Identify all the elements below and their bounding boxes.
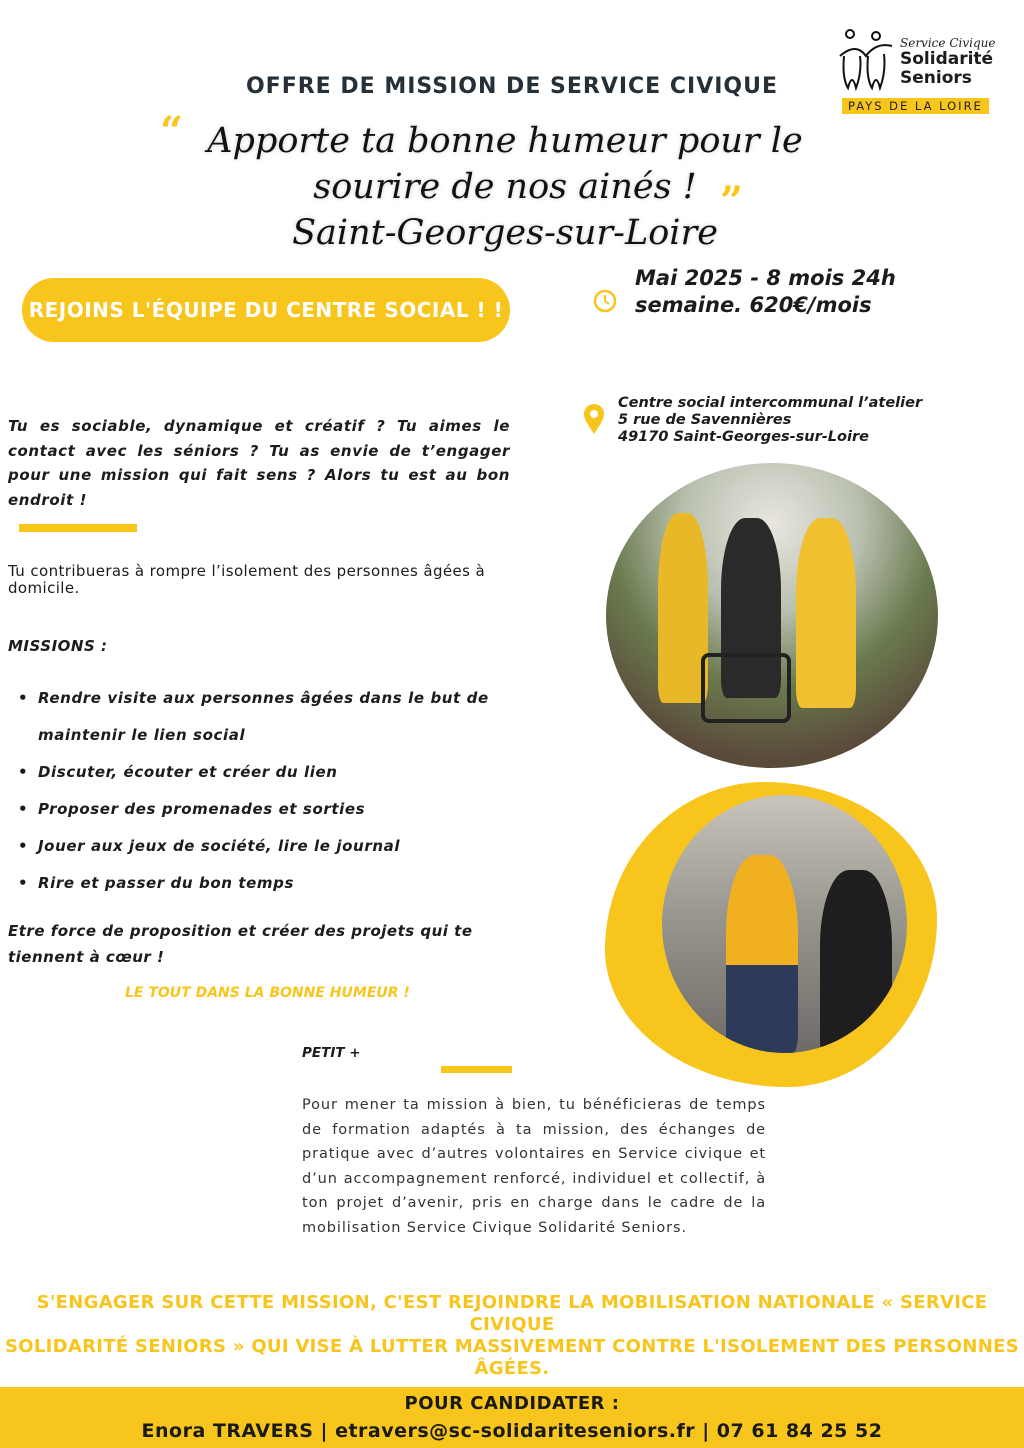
apply-contact[interactable]: Enora TRAVERS | etravers@sc-solidariteseniors.fr | 07 61 84 25 52 xyxy=(141,1420,883,1442)
address-line-2: 5 rue de Savennières xyxy=(618,412,792,428)
logo-seniors: Seniors xyxy=(900,68,972,88)
logo-region: PAYS DE LA LOIRE xyxy=(842,98,989,114)
schedule xyxy=(635,265,896,319)
logo-text-service-civique: Service Civique xyxy=(900,36,996,50)
apply-footer xyxy=(0,1387,1024,1448)
location-pin-icon xyxy=(583,403,605,435)
engagement-line-1: S'ENGAGER SUR CETTE MISSION, C'EST REJOINDRE LA MOBILISATION NATIONALE « SERVICE CIVIQUE xyxy=(36,1292,988,1335)
divider xyxy=(441,1066,512,1073)
divider xyxy=(19,524,137,532)
title-line-2: sourire de nos ainés ! xyxy=(313,167,697,207)
address-line-3: 49170 Saint-Georges-sur-Loire xyxy=(618,429,869,445)
join-team-banner: REJOINS L'ÉQUIPE DU CENTRE SOCIAL ! ! xyxy=(22,278,510,342)
address-line-1: Centre social intercommunal l’atelier xyxy=(618,395,923,411)
title-line-3: Saint-Georges-sur-Loire xyxy=(292,213,718,253)
missions-list xyxy=(18,680,518,902)
contribution-text: Tu contribueras à rompre l’isolement des personnes âgées à domicile. xyxy=(8,562,486,597)
open-quote: “ xyxy=(160,108,184,155)
apply-title: POUR CANDIDATER : xyxy=(404,1393,620,1414)
intro-text: Tu es sociable, dynamique et créatif ? Tu aimes le contact avec les séniors ? Tu as envie de t’engager pour une mission qui fait sens ? Alors tu est au bon endroit ! xyxy=(8,417,510,509)
photo-volunteer-with-senior xyxy=(662,795,907,1053)
mission-item: • Rendre visite aux personnes âgées dans le but de maintenir le lien social xyxy=(18,680,508,754)
mission-item: • Jouer aux jeux de société, lire le journal xyxy=(18,828,518,865)
missions-heading: MISSIONS : xyxy=(8,637,108,655)
mission-item: • Discuter, écouter et créer du lien xyxy=(18,754,518,791)
engagement-statement xyxy=(0,1292,1024,1380)
engagement-line-2: SOLIDARITÉ SENIORS » QUI VISE À LUTTER MASSIVEMENT CONTRE L'ISOLEMENT DES PERSONNES ÂGÉES. xyxy=(5,1336,1019,1379)
address xyxy=(618,395,922,446)
logo-solidarite: Solidarité xyxy=(900,49,994,69)
mission-title xyxy=(200,118,810,256)
offer-heading: OFFRE DE MISSION DE SERVICE CIVIQUE xyxy=(245,74,779,99)
close-quote: ” xyxy=(720,178,744,225)
mission-item: • Proposer des promenades et sorties xyxy=(18,791,518,828)
force-text: Etre force de proposition et créer des projets qui te tiennent à cœur ! xyxy=(8,922,473,966)
photo-volunteers-walking xyxy=(606,463,938,768)
clock-icon xyxy=(593,289,617,313)
title-line-1: Apporte ta bonne humeur pour le xyxy=(207,121,803,161)
petit-plus-heading: PETIT + xyxy=(302,1045,361,1061)
mission-item: • Rire et passer du bon temps xyxy=(18,865,518,902)
bonne-humeur-text: LE TOUT DANS LA BONNE HUMEUR ! xyxy=(125,985,410,1001)
petit-plus-text: Pour mener ta mission à bien, tu bénéficieras de temps de formation adaptés à ta mission, des échanges de pratique avec d’autres volontaires en Service civique et d’un accompagnement renforcé, individuel et collectif, à ton projet d’avenir, pris en charge dans le cadre de la mobilisation Service Civique Solidarité Seniors. xyxy=(302,1097,766,1236)
schedule-line-2: semaine. 620€/mois xyxy=(635,293,872,317)
schedule-line-1: Mai 2025 - 8 mois 24h xyxy=(635,266,896,290)
